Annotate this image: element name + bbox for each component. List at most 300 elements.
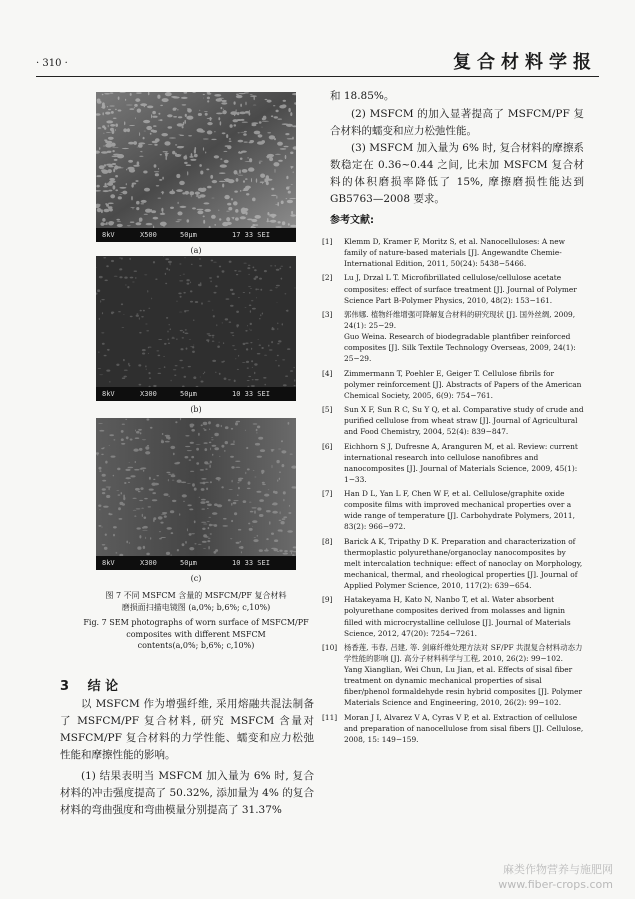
sem-texture-speck [118, 110, 122, 112]
sem-texture-speck [186, 164, 191, 166]
sem-texture-speck [208, 527, 210, 529]
sem-texture-speck [179, 181, 185, 185]
sem-texture-speck [204, 111, 208, 112]
sem-texture-speck [205, 152, 206, 154]
reference-number: [2] [322, 273, 333, 283]
sem-texture-speck [259, 549, 263, 552]
sem-texture-speck [264, 494, 269, 497]
sem-texture-speck [264, 270, 267, 272]
sem-texture-speck [227, 145, 231, 149]
sem-texture-speck [187, 171, 188, 175]
sem-texture-speck [204, 429, 207, 431]
reference-item [322, 309, 584, 364]
sem-texture-speck [209, 442, 212, 444]
reference-text: Eichhorn S J, Dufresne A, Aranguren M, et al. Review: current international research into cellulose nanofibres and nanocomposites [J]. Journal of Materials Science, 2009, 45(1): 1−33. [344, 441, 578, 484]
sem-texture-speck [98, 351, 99, 353]
sem-texture-speck [226, 211, 230, 212]
sem-texture-speck [285, 376, 288, 377]
sem-texture-speck [151, 210, 156, 213]
sem-texture-speck [101, 299, 104, 300]
sem-texture-speck [214, 224, 216, 226]
sem-texture-speck [185, 456, 189, 458]
sem-texture-speck [203, 220, 205, 224]
sem-texture-speck [183, 331, 185, 333]
sem-texture-speck [275, 360, 276, 361]
reference-text: Moran J I, Alvarez V A, Cyras V P, et al. Extraction of cellulose and preparation of nanocellulose from sisal fibers [J]. Cellulose, 2008, 15: 149−159. [344, 712, 584, 744]
sem-texture-speck [145, 209, 152, 213]
sem-texture-speck [183, 156, 187, 160]
sem-texture-speck [226, 134, 228, 138]
sem-texture-speck [124, 482, 126, 484]
sem-texture-speck [129, 108, 134, 110]
sem-texture-speck [277, 142, 283, 146]
sem-texture-speck [224, 151, 228, 152]
sem-texture-speck [203, 216, 205, 218]
sem-texture-speck [216, 113, 223, 115]
reference-text: Hatakeyama H, Kato N, Nanbo T, et al. Water absorbent polyurethane composites derived from molasses and lignin filled with microcrystalline cellulose [J]. Journal of Materials Science, 2012, 47(20): 7254−7261. [344, 595, 571, 638]
sem-texture-speck [124, 376, 127, 378]
sem-texture-speck [203, 94, 205, 95]
sem-texture-speck [289, 505, 290, 507]
sem-texture-speck [222, 100, 227, 102]
sem-texture-speck [185, 155, 186, 156]
sem-texture-speck [221, 102, 227, 104]
sem-texture-speck [267, 218, 268, 222]
sem-texture-speck [245, 472, 246, 474]
sem-texture-speck [234, 349, 237, 350]
sem-texture-speck [107, 349, 110, 351]
sem-texture-speck [117, 154, 124, 158]
sem-texture-speck [130, 475, 135, 477]
sem-scale-bar-b [96, 387, 296, 401]
journal-title: 复合材料学报 [453, 52, 597, 73]
sem-texture-speck [265, 384, 266, 386]
sem-image-b [96, 256, 296, 401]
sem-texture-speck [183, 292, 185, 294]
sem-texture-speck [206, 169, 209, 171]
sem-texture-speck [247, 267, 250, 269]
sem-texture-speck [230, 305, 234, 307]
sem-texture-speck [238, 175, 243, 176]
sem-texture-speck [97, 208, 102, 212]
sem-texture-speck [243, 133, 247, 136]
sem-texture-speck [203, 202, 209, 204]
sem-texture-speck [226, 217, 230, 221]
sem-texture-speck [168, 261, 172, 263]
sem-texture-speck [190, 159, 196, 161]
sem-texture-speck [288, 512, 291, 514]
sem-texture-speck [114, 166, 121, 168]
sem-scale: 50μm [180, 387, 197, 401]
sem-texture-speck [115, 109, 117, 110]
sem-texture-speck [135, 180, 138, 182]
sem-texture-speck [236, 178, 239, 182]
sem-texture-speck [160, 154, 162, 155]
sem-texture-speck [134, 104, 138, 107]
sem-texture-speck [121, 492, 123, 494]
sem-texture-speck [123, 314, 124, 315]
sem-texture-speck [125, 469, 130, 471]
sem-texture-speck [107, 151, 112, 153]
sem-texture-speck [254, 477, 256, 478]
sem-texture-speck [224, 160, 229, 163]
sem-texture-speck [192, 207, 196, 209]
sem-texture-speck [242, 362, 246, 363]
sem-texture-speck [155, 173, 159, 176]
sem-texture-speck [203, 422, 208, 425]
sem-texture-speck [276, 460, 279, 463]
sem-texture-speck [235, 217, 239, 220]
sem-texture-speck [273, 491, 275, 494]
sem-texture-speck [110, 93, 113, 94]
sem-texture-speck [176, 189, 183, 192]
sem-texture-speck [176, 174, 180, 178]
sem-texture-speck [106, 120, 113, 123]
sem-texture-speck [189, 547, 194, 550]
sem-texture-speck [136, 222, 142, 225]
sem-texture-speck [213, 262, 217, 263]
sem-texture-speck [115, 129, 116, 131]
sem-texture-speck [143, 137, 145, 140]
sem-texture-speck [214, 524, 218, 527]
reference-number: [3] [322, 309, 333, 319]
reference-list [322, 236, 584, 748]
sem-texture-speck [249, 502, 252, 503]
sem-texture-speck [207, 186, 212, 189]
sem-texture-speck [253, 539, 258, 542]
sem-texture-speck [247, 157, 248, 158]
caption-en-line3: contents(a,0%; b,6%; c,10%) [137, 641, 255, 650]
sem-texture-speck [108, 203, 114, 205]
sem-texture-speck [243, 208, 248, 211]
sem-texture-speck [283, 146, 288, 148]
sem-texture-speck [223, 518, 227, 520]
sem-texture-speck [161, 537, 166, 538]
sem-texture-speck [209, 524, 214, 525]
watermark-cn: 麻类作物营养与施肥网 [503, 863, 613, 876]
sem-texture-speck [222, 322, 223, 323]
sem-texture-speck [239, 170, 241, 174]
sem-texture-speck [278, 160, 283, 162]
sem-texture-speck [177, 301, 178, 303]
sem-texture-speck [121, 438, 124, 441]
sem-texture-speck [151, 483, 156, 486]
sem-texture-speck [193, 319, 194, 321]
sem-texture-speck [275, 287, 278, 288]
sem-texture-speck [238, 479, 242, 481]
sem-texture-speck [113, 534, 115, 537]
sem-texture-speck [242, 169, 248, 173]
sem-texture-speck [220, 164, 227, 167]
sem-texture-speck [116, 219, 120, 221]
sem-texture-speck [109, 513, 111, 515]
sem-texture-speck [111, 111, 114, 114]
sem-texture-speck [133, 449, 138, 452]
sem-texture-speck [261, 470, 264, 473]
sem-texture-speck [240, 216, 246, 219]
sem-texture-speck [194, 488, 197, 491]
sem-texture-speck [152, 111, 156, 114]
sem-texture-speck [190, 282, 191, 284]
sem-texture-speck [250, 323, 252, 325]
sem-texture-speck [175, 153, 177, 155]
reference-number: [1] [322, 237, 333, 246]
sem-texture-speck [189, 191, 194, 195]
sem-texture-speck [145, 451, 150, 454]
sem-texture-speck [200, 377, 201, 378]
sem-texture-speck [111, 143, 116, 147]
sem-texture-speck [290, 152, 293, 155]
sem-texture-speck [102, 474, 106, 477]
sem-texture-speck [174, 375, 176, 376]
sem-texture-speck [152, 130, 157, 133]
sem-texture-speck [201, 302, 203, 304]
sem-texture-speck [134, 516, 136, 517]
sem-texture-speck [119, 187, 126, 189]
sem-texture-speck [185, 446, 190, 447]
sem-texture-speck [253, 105, 257, 106]
sem-texture-speck [178, 202, 179, 204]
sem-texture-speck [168, 324, 170, 325]
sem-texture-speck [271, 195, 276, 196]
sem-texture-speck [130, 222, 135, 223]
sem-texture-speck [278, 529, 283, 531]
sem-texture-speck [254, 363, 257, 365]
sem-texture-speck [187, 528, 188, 531]
sem-texture-speck [235, 422, 238, 425]
sem-texture-speck [288, 223, 290, 226]
sem-texture-speck [207, 540, 210, 542]
reference-text: Sun X F, Sun R C, Su Y Q, et al. Comparative study of crude and purified cellulose from wheat straw [J]. Journal of Agricultural and Food Chemistry, 2004, 52(4): 839−847. [344, 405, 584, 437]
sem-texture-speck [154, 144, 157, 146]
sem-texture-speck [164, 141, 170, 145]
reference-number: [5] [322, 405, 333, 415]
sem-texture-speck [219, 172, 226, 174]
sem-texture-speck [99, 276, 103, 278]
sem-texture-speck [105, 534, 107, 536]
sem-texture-speck [99, 467, 102, 470]
reference-text: 郭伟娜. 植物纤维增强可降解复合材料的研究现状 [J]. 国外丝绸, 2009, 24(1): 25−29. [344, 309, 576, 331]
sem-texture-speck [259, 345, 261, 346]
sem-texture-speck [102, 105, 106, 109]
sem-texture-speck [231, 503, 232, 506]
sem-texture-speck [259, 121, 262, 123]
sem-texture-speck [253, 470, 255, 471]
sem-texture-speck [120, 257, 121, 259]
sem-texture-speck [205, 113, 208, 116]
sem-texture-speck [195, 192, 200, 195]
sem-texture-speck [105, 461, 107, 464]
sem-texture-c [96, 418, 296, 556]
sem-texture-speck [108, 165, 114, 167]
watermark-url: www.fiber-crops.com [498, 878, 613, 891]
sem-texture-speck [212, 341, 215, 342]
sem-texture-speck [168, 339, 169, 341]
sem-texture-speck [155, 138, 160, 142]
sem-texture-speck [179, 312, 182, 313]
sem-texture-speck [221, 445, 224, 448]
sem-texture-speck [125, 477, 131, 479]
sem-texture-speck [106, 141, 112, 144]
sem-info: 10 33 SEI [232, 559, 270, 567]
sem-texture-speck [98, 368, 102, 369]
sem-magnification: X300 [140, 559, 157, 567]
sem-texture-speck [208, 335, 211, 336]
sem-texture-speck [192, 483, 195, 486]
sem-texture-speck [109, 381, 111, 382]
sem-texture-speck [272, 327, 274, 329]
sem-texture-speck [252, 526, 253, 527]
sem-texture-speck [256, 297, 257, 298]
sem-texture-speck [138, 144, 143, 148]
sem-texture-speck [232, 293, 235, 295]
sem-texture-speck [102, 480, 106, 482]
sem-texture-speck [238, 487, 240, 490]
sem-texture-speck [97, 99, 101, 103]
sem-texture-speck [180, 330, 183, 331]
sem-texture-speck [103, 257, 106, 258]
sem-texture-speck [202, 541, 207, 543]
reference-item [322, 441, 584, 485]
sem-texture-speck [179, 135, 182, 136]
sem-texture-speck [261, 347, 263, 349]
sem-texture-speck [147, 106, 153, 109]
sem-texture-speck [187, 283, 190, 285]
sem-texture-speck [276, 269, 280, 271]
sem-texture-speck [266, 548, 267, 550]
sem-texture-speck [131, 196, 133, 200]
sem-texture-speck [185, 435, 189, 436]
sem-texture-speck [184, 310, 186, 312]
sem-texture-speck [241, 209, 242, 212]
sem-texture-speck [134, 107, 135, 108]
sem-texture-speck [119, 276, 122, 278]
sem-texture-speck [207, 333, 211, 334]
sem-texture-speck [171, 475, 176, 477]
sem-texture-speck [166, 156, 167, 160]
sem-texture-speck [256, 432, 257, 433]
sem-texture-speck [224, 195, 229, 199]
sem-texture-speck [110, 194, 115, 198]
sem-texture-speck [249, 329, 250, 330]
sem-texture-speck [127, 286, 129, 288]
sem-texture-speck [132, 282, 135, 283]
sem-texture-speck [207, 508, 209, 509]
sem-texture-speck [203, 482, 206, 485]
sem-texture-speck [230, 289, 233, 291]
sem-texture-speck [230, 332, 234, 333]
sem-texture-speck [259, 278, 262, 280]
sem-texture-speck [113, 526, 117, 528]
sem-texture-speck [189, 533, 192, 536]
sem-texture-speck [271, 341, 273, 343]
sem-texture-speck [231, 198, 233, 200]
sem-texture-speck [249, 528, 253, 531]
sem-texture-speck [252, 520, 257, 523]
sem-texture-speck [203, 428, 205, 429]
sem-texture-speck [251, 178, 252, 182]
conclusion-paragraph-1: 以 MSFCM 作为增强纤维, 采用熔融共混法制备了 MSFCM/PF 复合材料, 研究 MSFCM 含量对 MSFCM/PF 复合材料的力学性能、蠕变和应力松弛性能和摩擦性能的影响。 [60, 698, 314, 761]
sem-texture-speck [179, 513, 180, 516]
sem-texture-speck [263, 377, 266, 379]
reference-number: [8] [322, 536, 333, 546]
sem-texture-speck [260, 449, 265, 452]
sem-texture-speck [235, 467, 240, 468]
sem-texture-speck [245, 211, 247, 215]
figure-label-a: (a) [190, 246, 202, 255]
sem-texture-speck [256, 289, 259, 290]
sem-texture-speck [224, 450, 226, 452]
sem-texture-speck [130, 93, 132, 96]
sem-texture-speck [136, 315, 139, 317]
sem-texture-speck [281, 278, 283, 280]
sem-texture-speck [264, 180, 268, 183]
sem-texture-speck [230, 124, 233, 128]
sem-texture-speck [151, 114, 152, 118]
sem-texture-speck [154, 164, 157, 167]
sem-texture-speck [238, 297, 240, 298]
reference-item [322, 272, 584, 305]
sem-texture-speck [193, 376, 196, 379]
sem-texture-speck [198, 544, 202, 545]
sem-texture-speck [286, 310, 288, 312]
sem-texture-speck [106, 265, 109, 267]
sem-texture-speck [125, 285, 126, 286]
sem-texture-speck [240, 158, 243, 160]
sem-texture-speck [197, 211, 203, 215]
sem-texture-speck [123, 128, 127, 132]
reference-item [322, 236, 584, 269]
sem-texture-speck [111, 456, 116, 458]
sem-texture-speck [166, 472, 170, 473]
sem-texture-speck [228, 499, 231, 501]
sem-texture-speck [230, 111, 237, 115]
sem-texture-speck [151, 298, 152, 300]
sem-texture-speck [104, 209, 110, 213]
sem-texture-speck [254, 269, 257, 271]
sem-texture-speck [194, 543, 196, 544]
sem-texture-speck [184, 120, 186, 124]
sem-texture-speck [150, 133, 152, 135]
sem-texture-speck [269, 521, 270, 524]
sem-texture-speck [203, 373, 204, 374]
sem-texture-speck [145, 324, 147, 325]
sem-texture-speck [138, 142, 145, 144]
sem-texture-speck [277, 551, 279, 552]
sem-texture-speck [267, 100, 272, 103]
sem-texture-speck [217, 276, 219, 278]
sem-texture-speck [283, 100, 286, 102]
sem-texture-speck [287, 187, 291, 188]
sem-texture-speck [158, 198, 162, 199]
sem-texture-speck [101, 454, 104, 455]
sem-texture-speck [146, 330, 149, 331]
sem-texture-speck [210, 533, 212, 534]
sem-texture-speck [165, 273, 166, 275]
sem-texture-speck [205, 463, 210, 464]
sem-texture-speck [108, 169, 112, 173]
sem-texture-speck [132, 183, 137, 185]
sem-texture-speck [245, 330, 247, 332]
sem-texture-speck [158, 373, 162, 374]
sem-texture-speck [138, 491, 141, 492]
sem-texture-speck [245, 102, 246, 106]
sem-texture-speck [236, 274, 238, 275]
sem-texture-speck [158, 339, 162, 340]
sem-texture-speck [271, 533, 274, 535]
sem-texture-speck [201, 381, 204, 383]
sem-texture-speck [104, 127, 106, 130]
